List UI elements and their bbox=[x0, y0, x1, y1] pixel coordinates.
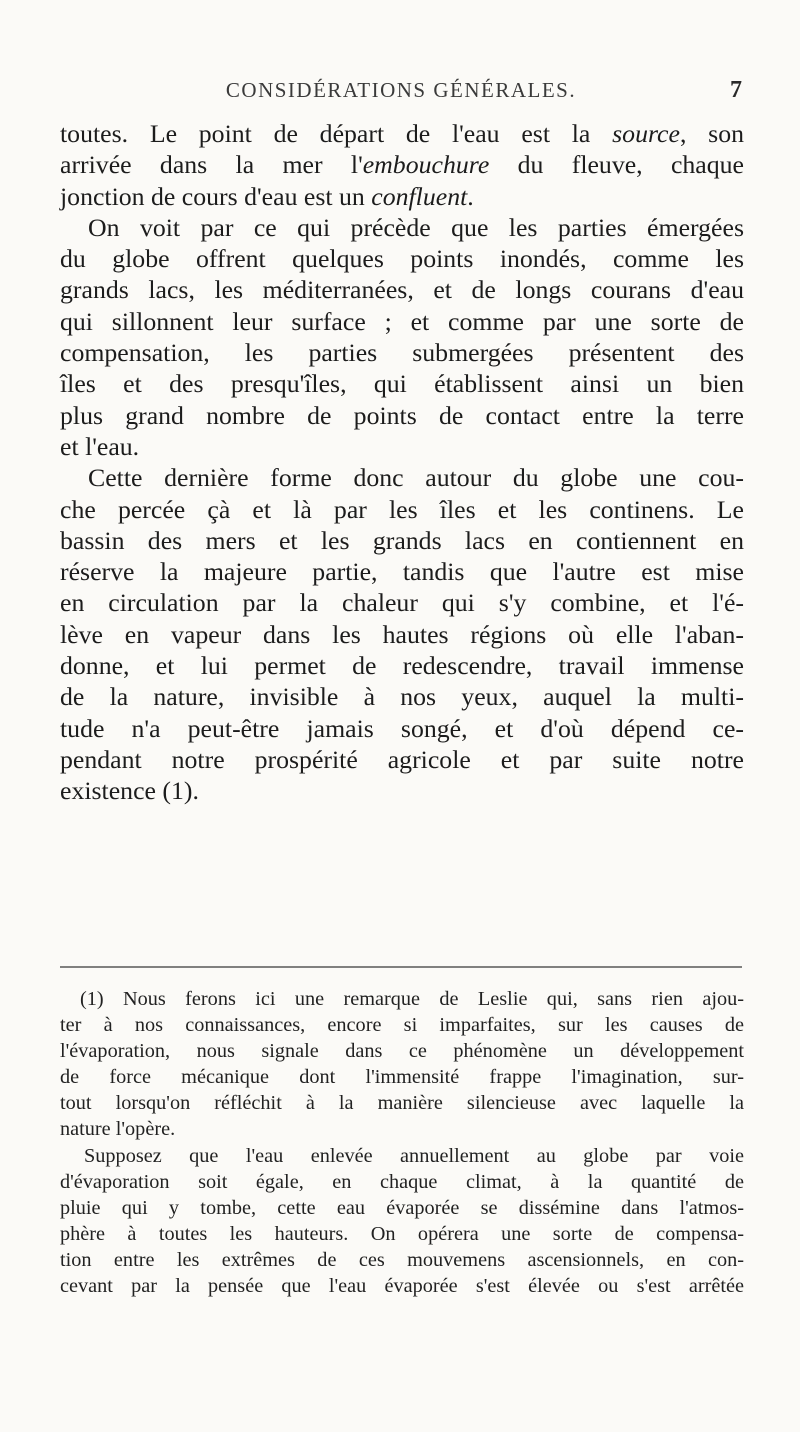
text-line: tude n'a peut-être jamais songé, et d'où dépend ce- bbox=[60, 713, 744, 743]
text-line: en circulation par la chaleur qui s'y combine, et l'é- bbox=[60, 588, 744, 618]
footnote-line: tion entre les extrêmes de ces mouvemens ascensionnels, en con- bbox=[60, 1248, 744, 1271]
text-line: toutes. Le point de départ de l'eau est la source, son bbox=[60, 119, 744, 148]
text-line: pendant notre prospérité agricole et par suite notre bbox=[60, 744, 744, 774]
footnote-line: (1) Nous ferons ici une remarque de Leslie qui, sans rien ajou- bbox=[80, 988, 744, 1010]
main-text bbox=[60, 118, 744, 807]
footnote-line: l'évaporation, nous signale dans ce phénomène un développement bbox=[60, 1040, 744, 1063]
footnote-line: d'évaporation soit égale, en chaque climat, à la quantité de bbox=[60, 1170, 744, 1193]
term-confluent: confluent bbox=[371, 181, 468, 211]
footnote bbox=[60, 986, 744, 1299]
text-line: réserve la majeure partie, tandis que l'autre est mise bbox=[60, 557, 744, 587]
text-line: de la nature, invisible à nos yeux, auquel la multi- bbox=[60, 682, 744, 712]
text-line: existence (1). bbox=[60, 776, 199, 806]
footnote-line: cevant par la pensée que l'eau évaporée s'est élevée ou s'est arrêtée bbox=[60, 1275, 744, 1298]
text-line: Cette dernière forme donc autour du globe une cou- bbox=[88, 463, 744, 493]
running-title: CONSIDÉRATIONS GÉNÉRALES. bbox=[225, 78, 577, 102]
footnote-line: pluie qui y tombe, cette eau évaporée se dissémine dans l'atmos- bbox=[60, 1196, 744, 1219]
footnote-line: tout lorsqu'on réfléchit à la manière silencieuse avec laquelle la bbox=[60, 1092, 744, 1115]
text-line: bassin des mers et les grands lacs en contiennent en bbox=[60, 525, 744, 555]
footnote-line: ter à nos connaissances, encore si imparfaites, sur les causes de bbox=[60, 1014, 744, 1037]
term-embouchure: embouchure bbox=[362, 150, 490, 180]
text-line: compensation, les parties submergées présentent des bbox=[60, 338, 744, 368]
text-line: qui sillonnent leur surface ; et comme par une sorte de bbox=[60, 306, 744, 336]
footnote-line: Supposez que l'eau enlevée annuellement au globe par voie bbox=[84, 1144, 744, 1167]
running-header bbox=[60, 78, 742, 108]
footnote-line: nature l'opère. bbox=[60, 1118, 176, 1141]
text-line: grands lacs, les méditerranées, et de longs courans d'eau bbox=[60, 275, 744, 305]
text-line: donne, et lui permet de redescendre, travail immense bbox=[60, 651, 744, 681]
footnote-line: de force mécanique dont l'immensité frappe l'imagination, sur- bbox=[60, 1066, 744, 1089]
text-line: îles et des presqu'îles, qui établissent ainsi un bien bbox=[60, 369, 744, 399]
text-line: lève en vapeur dans les hautes régions où elle l'aban- bbox=[60, 619, 744, 649]
text-line: che percée çà et là par les îles et les continens. Le bbox=[60, 494, 744, 524]
footnote-line: phère à toutes les hauteurs. On opérera une sorte de compensa- bbox=[60, 1222, 744, 1245]
text-line: du globe offrent quelques points inondés, comme les bbox=[60, 244, 744, 274]
text-line: et l'eau. bbox=[60, 431, 140, 461]
text-line: plus grand nombre de points de contact entre la terre bbox=[60, 400, 744, 430]
footnote-separator bbox=[60, 966, 742, 968]
text-line: jonction de cours d'eau est un confluent. bbox=[60, 181, 474, 211]
text-line: arrivée dans la mer l'embouchure du fleuve, chaque bbox=[60, 150, 744, 180]
text-line: On voit par ce qui précède que les parties émergées bbox=[88, 212, 744, 242]
page-number: 7 bbox=[730, 77, 742, 103]
term-source: source bbox=[612, 119, 680, 148]
